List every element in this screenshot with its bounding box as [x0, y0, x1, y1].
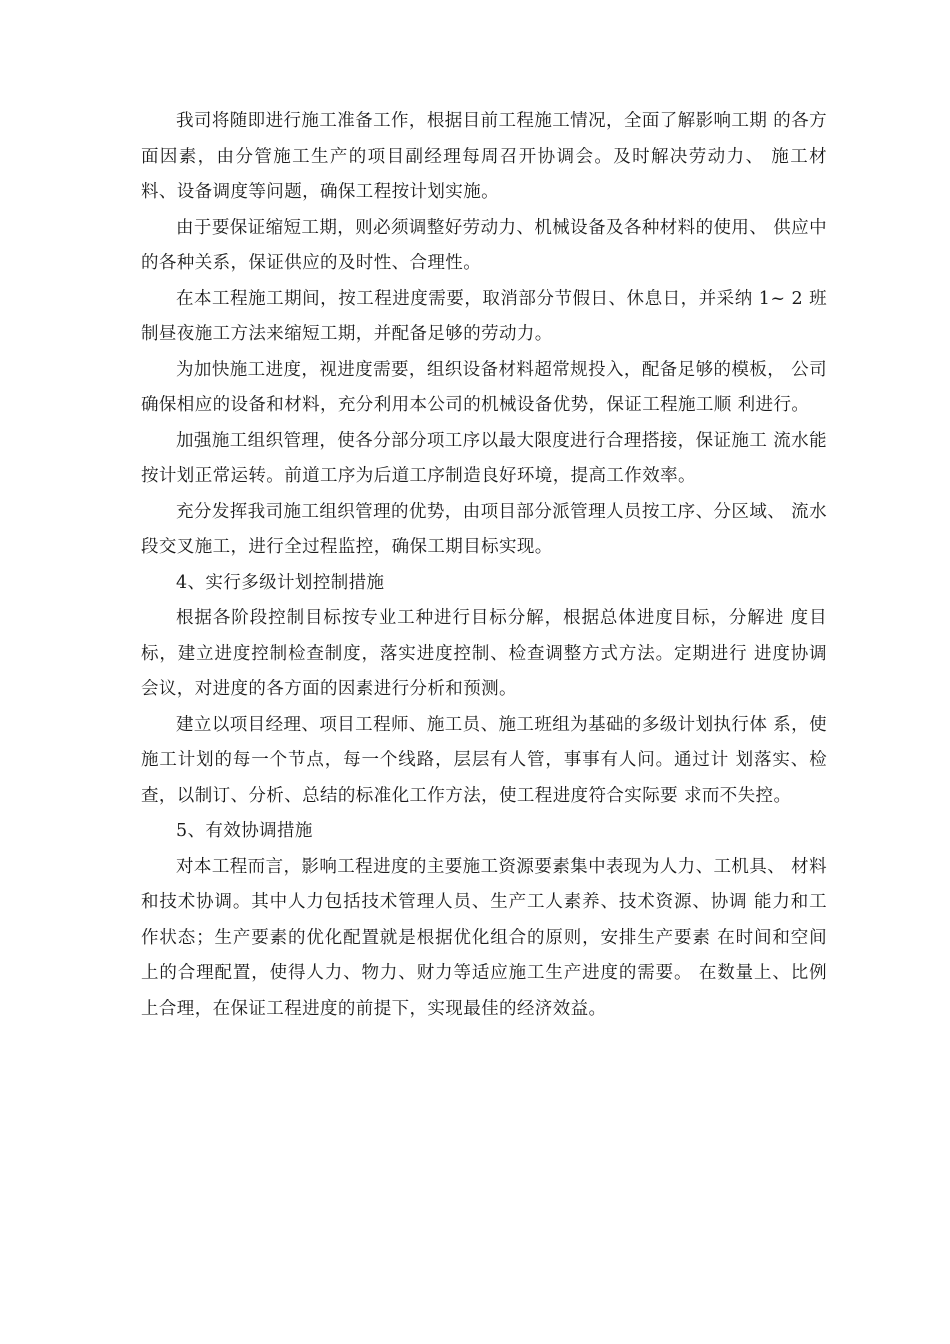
section-heading-4: 4、实行多级计划控制措施 — [176, 572, 385, 593]
paragraph-2: 由于要保证缩短工期，则必须调整好劳动力、机械设备及各种材料的使用、 供应中的各种关系，保证供应的及时性、合理性。 — [141, 217, 827, 273]
paragraph-8: 建立以项目经理、项目工程师、施工员、施工班组为基础的多级计划执行体 系，使施工计划的每一个节点，每一个线路，层层有人管，事事有人问。通过计 划落实、检查，以制订、分析、总结的标准化工作方法，使工程进度符合实际要 求而不失控。 — [141, 714, 827, 806]
section-heading-5: 5、有效协调措施 — [176, 821, 313, 841]
paragraph-9: 对本工程而言，影响工程进度的主要施工资源要素集中表现为人力、工机具、 材料和技术协调。其中人力包括技术管理人员、生产工人素养、技术资源、协调 能力和工作状态；生产要素的优化配置就是根据优化组合的原则，安排生产要素 在时间和空间上的合理配置，使得人力、物力、财力等适应施工生产进度的需要。 在数量上、比例上合理，在保证工程进度的前提下，实现最佳的经济效益。 — [141, 856, 827, 1019]
paragraph-1: 我司将随即进行施工准备工作，根据目前工程施工情况，全面了解影响工期 的各方面因素，由分管施工生产的项目副经理每周召开协调会。及时解决劳动力、 施工材料、设备调度等问题，确保工程按计划实施。 — [141, 111, 827, 202]
paragraph-3: 在本工程施工期间，按工程进度需要，取消部分节假日、休息日，并采纳 1~ 2 班制昼夜施工方法来缩短工期，并配备足够的劳动力。 — [141, 288, 827, 344]
paragraph-6: 充分发挥我司施工组织管理的优势，由项目部分派管理人员按工序、分区域、 流水段交叉施工，进行全过程监控，确保工期目标实现。 — [141, 501, 827, 557]
paragraph-5: 加强施工组织管理，使各分部分项工序以最大限度进行合理搭接，保证施工 流水能按计划正常运转。前道工序为后道工序制造良好环境，提高工作效率。 — [141, 430, 827, 486]
paragraph-7: 根据各阶段控制目标按专业工种进行目标分解，根据总体进度目标，分解进 度目标，建立进度控制检查制度，落实进度控制、检查调整方式方法。定期进行 进度协调会议，对进度的各方面的因素进行分析和预测。 — [141, 608, 827, 699]
document-page — [141, 104, 827, 1027]
paragraph-4: 为加快施工进度，视进度需要，组织设备材料超常规投入，配备足够的模板， 公司确保相应的设备和材料，充分利用本公司的机械设备优势，保证工程施工顺 利进行。 — [141, 359, 827, 415]
